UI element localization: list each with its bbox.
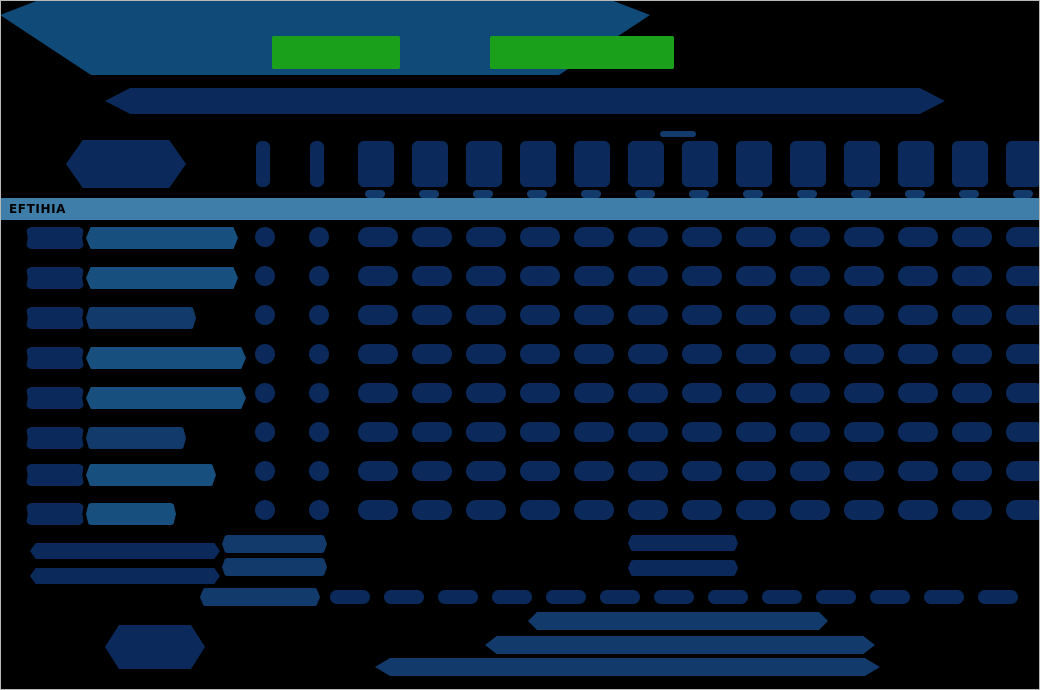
data-cell [682,305,722,325]
data-cell [358,344,398,364]
column-header-subdot [1013,190,1033,198]
data-cell [1006,227,1040,247]
footer-dash [708,590,748,604]
green-accent-right [490,36,674,69]
row-label-value [86,307,196,329]
footer-dash [546,590,586,604]
data-cell [255,461,275,481]
footer-block [105,625,205,669]
data-cell [952,383,992,403]
column-header-subdot [743,190,763,198]
data-cell [358,266,398,286]
column-header-cell [736,141,772,187]
footer-dash [924,590,964,604]
data-cell [682,422,722,442]
data-cell [574,344,614,364]
data-cell [466,500,506,520]
footer-block [222,558,327,576]
footer-block [222,535,327,553]
data-cell [412,500,452,520]
data-cell [898,422,938,442]
data-cell [682,227,722,247]
row-label-key [26,464,84,486]
row-label-value [86,503,176,525]
column-header-cell [574,141,610,187]
data-cell [574,461,614,481]
data-cell [358,305,398,325]
column-header-subdot [581,190,601,198]
data-cell [844,266,884,286]
row-label-key [26,503,84,525]
data-cell [844,383,884,403]
data-cell [309,344,329,364]
data-cell [466,344,506,364]
data-cell [898,305,938,325]
data-cell [628,383,668,403]
column-header-subdot [851,190,871,198]
data-cell [255,227,275,247]
data-cell [898,266,938,286]
row-label-value [86,227,238,249]
data-cell [1006,461,1040,481]
row-label-value [86,427,186,449]
data-cell [1006,305,1040,325]
data-cell [255,500,275,520]
data-cell [520,344,560,364]
data-cell [309,383,329,403]
data-cell [844,227,884,247]
row-label-key [26,387,84,409]
footer-dash [384,590,424,604]
data-cell [466,227,506,247]
row-label-key [26,427,84,449]
footer-block [628,560,738,576]
footer-dash [330,590,370,604]
data-cell [790,227,830,247]
data-cell [952,500,992,520]
data-cell [574,383,614,403]
row-label-value [86,464,216,486]
column-header-subdot [419,190,439,198]
footer-dash [654,590,694,604]
data-cell [255,266,275,286]
footer-dash [492,590,532,604]
footer-block [30,568,220,584]
data-cell [790,422,830,442]
data-cell [952,305,992,325]
data-cell [466,305,506,325]
data-cell [466,266,506,286]
data-cell [358,383,398,403]
header-left-chip [66,140,186,188]
footer-block [30,543,220,559]
column-header-cell [520,141,556,187]
data-cell [466,422,506,442]
data-cell [844,344,884,364]
data-cell [1006,344,1040,364]
data-cell [790,500,830,520]
column-header-cell [358,141,394,187]
data-cell [412,461,452,481]
data-cell [255,383,275,403]
data-cell [628,500,668,520]
column-header-cell [952,141,988,187]
data-cell [309,266,329,286]
data-cell [358,227,398,247]
data-cell [1006,422,1040,442]
data-cell [682,344,722,364]
data-cell [412,422,452,442]
data-cell [736,344,776,364]
data-cell [952,461,992,481]
data-cell [574,422,614,442]
data-cell [574,266,614,286]
data-cell [520,266,560,286]
data-cell [412,383,452,403]
column-header-cell [844,141,880,187]
data-cell [574,227,614,247]
data-cell [952,227,992,247]
data-cell [898,344,938,364]
data-cell [736,383,776,403]
data-cell [358,461,398,481]
data-cell [574,500,614,520]
data-cell [628,422,668,442]
data-cell [412,305,452,325]
data-cell [736,500,776,520]
column-header-cell [256,141,270,187]
data-cell [736,422,776,442]
selected-row-label: EFTIHIA [9,202,67,216]
data-cell [628,344,668,364]
data-cell [952,266,992,286]
row-label-value [86,387,246,409]
column-header-cell [790,141,826,187]
data-cell [520,500,560,520]
data-cell [682,500,722,520]
data-cell [520,422,560,442]
data-cell [1006,500,1040,520]
row-label-key [26,307,84,329]
green-accent-left [272,36,400,69]
data-cell [790,383,830,403]
data-cell [309,461,329,481]
data-cell [466,383,506,403]
data-cell [844,305,884,325]
footer-dash [816,590,856,604]
data-cell [309,422,329,442]
data-cell [790,344,830,364]
data-cell [736,305,776,325]
data-cell [1006,266,1040,286]
data-cell [520,227,560,247]
column-header-subdot [959,190,979,198]
data-cell [682,383,722,403]
data-cell [736,227,776,247]
data-cell [898,383,938,403]
column-header-subdot [527,190,547,198]
data-cell [255,422,275,442]
data-cell [412,227,452,247]
column-header-cell [310,141,324,187]
data-cell [520,383,560,403]
row-label-key [26,267,84,289]
data-cell [790,461,830,481]
column-header-cell [466,141,502,187]
data-cell [309,500,329,520]
data-cell [1006,383,1040,403]
data-cell [898,500,938,520]
data-cell [412,344,452,364]
column-header-subdot [797,190,817,198]
data-cell [682,266,722,286]
data-cell [790,266,830,286]
data-cell [790,305,830,325]
data-cell [412,266,452,286]
data-cell [736,461,776,481]
data-cell [358,500,398,520]
data-cell [844,500,884,520]
column-header-subdot [365,190,385,198]
footer-block [485,636,875,654]
data-cell [898,227,938,247]
column-header-subdot [473,190,493,198]
column-header-cell [898,141,934,187]
footer-block [375,658,880,676]
data-cell [952,344,992,364]
row-label-value [86,347,246,369]
footer-dash [600,590,640,604]
column-header-cell [412,141,448,187]
data-cell [682,461,722,481]
data-cell [309,305,329,325]
row-label-key [26,227,84,249]
data-cell [628,305,668,325]
footer-dash [978,590,1018,604]
column-header-subdot [905,190,925,198]
data-cell [628,266,668,286]
data-cell [574,305,614,325]
data-cell [898,461,938,481]
data-cell [520,461,560,481]
row-label-key [26,347,84,369]
data-cell [309,227,329,247]
column-header-subdot [635,190,655,198]
data-cell [255,344,275,364]
footer-block [628,535,738,551]
data-cell [520,305,560,325]
data-cell [255,305,275,325]
data-cell [844,461,884,481]
footer-dash [870,590,910,604]
column-header-subdot [689,190,709,198]
header-tab-marker [660,131,696,137]
data-cell [952,422,992,442]
selected-row[interactable] [0,198,1040,220]
data-cell [736,266,776,286]
data-cell [844,422,884,442]
column-header-cell [1006,141,1040,187]
column-header-cell [682,141,718,187]
data-cell [358,422,398,442]
header-bar [105,88,945,114]
footer-block [528,612,828,630]
row-label-value [86,267,238,289]
column-header-cell [628,141,664,187]
data-cell [466,461,506,481]
data-cell [628,461,668,481]
data-cell [628,227,668,247]
footer-dash [762,590,802,604]
footer-dash [438,590,478,604]
footer-block [200,588,320,606]
